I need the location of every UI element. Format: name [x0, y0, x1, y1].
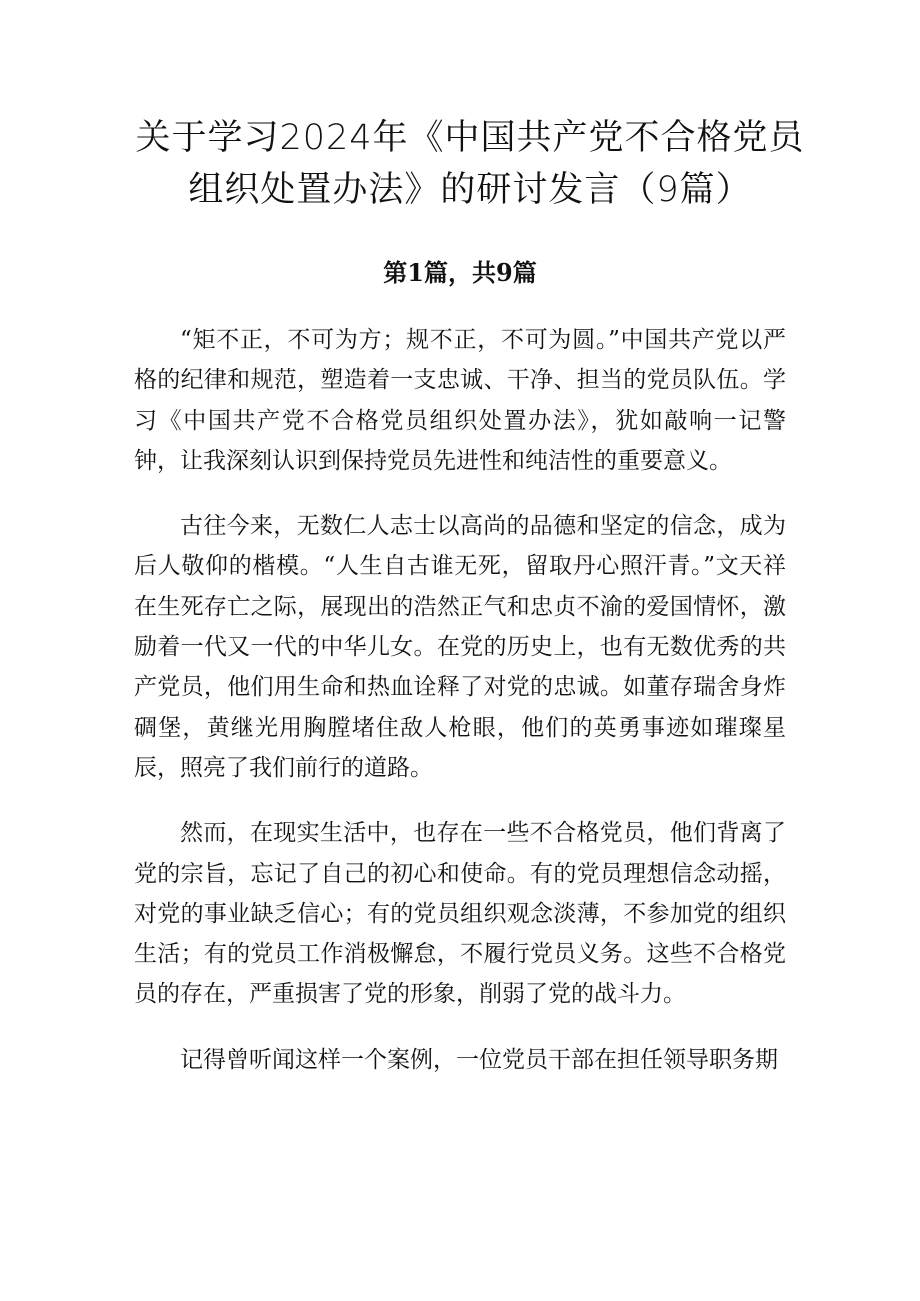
section-subtitle: 第1篇，共9篇: [383, 258, 537, 287]
paragraph-4: 记得曾听闻这样一个案例，一位党员干部在担任领导职务期: [180, 1046, 778, 1073]
title-line-1: 关于学习2024年《中国共产党不合格党员: [135, 118, 805, 158]
paragraph-1: “矩不正，不可为方；规不正，不可为圆。”中国共产党以严格的纪律和规范，塑造着一支忠诚、干净、担当的党员队伍。学习《中国共产党不合格党员组织处置办法》，犹如敲响一记警钟，让我深刻认识到保持党员先进性和纯洁性的重要意义。: [134, 327, 786, 474]
document-body: [134, 320, 786, 1105]
title-line-2: 组织处置办法》的研讨发言（9篇）: [188, 170, 752, 210]
paragraph-2: 古往今来，无数仁人志士以高尚的品德和坚定的信念，成为后人敬仰的楷模。“人生自古谁无死，留取丹心照汗青。”文天祥在生死存亡之际，展现出的浩然正气和忠贞不渝的爱国情怀，激励着一代又一代的中华儿女。在党的历史上，也有无数优秀的共产党员，他们用生命和热血诠释了对党的忠诚。如董存瑞舍身炸碉堡，黄继光用胸膛堵住敌人枪眼，他们的英勇事迹如璀璨星辰，照亮了我们前行的道路。: [134, 513, 786, 781]
document-title: [120, 112, 820, 216]
paragraph-3: 然而，在现实生活中，也存在一些不合格党员，他们背离了党的宗旨，忘记了自己的初心和使命。有的党员理想信念动摇，对党的事业缺乏信心；有的党员组织观念淡薄，不参加党的组织生活；有的党员工作消极懈怠，不履行党员义务。这些不合格党员的存在，严重损害了党的形象，削弱了党的战斗力。: [134, 820, 786, 1008]
